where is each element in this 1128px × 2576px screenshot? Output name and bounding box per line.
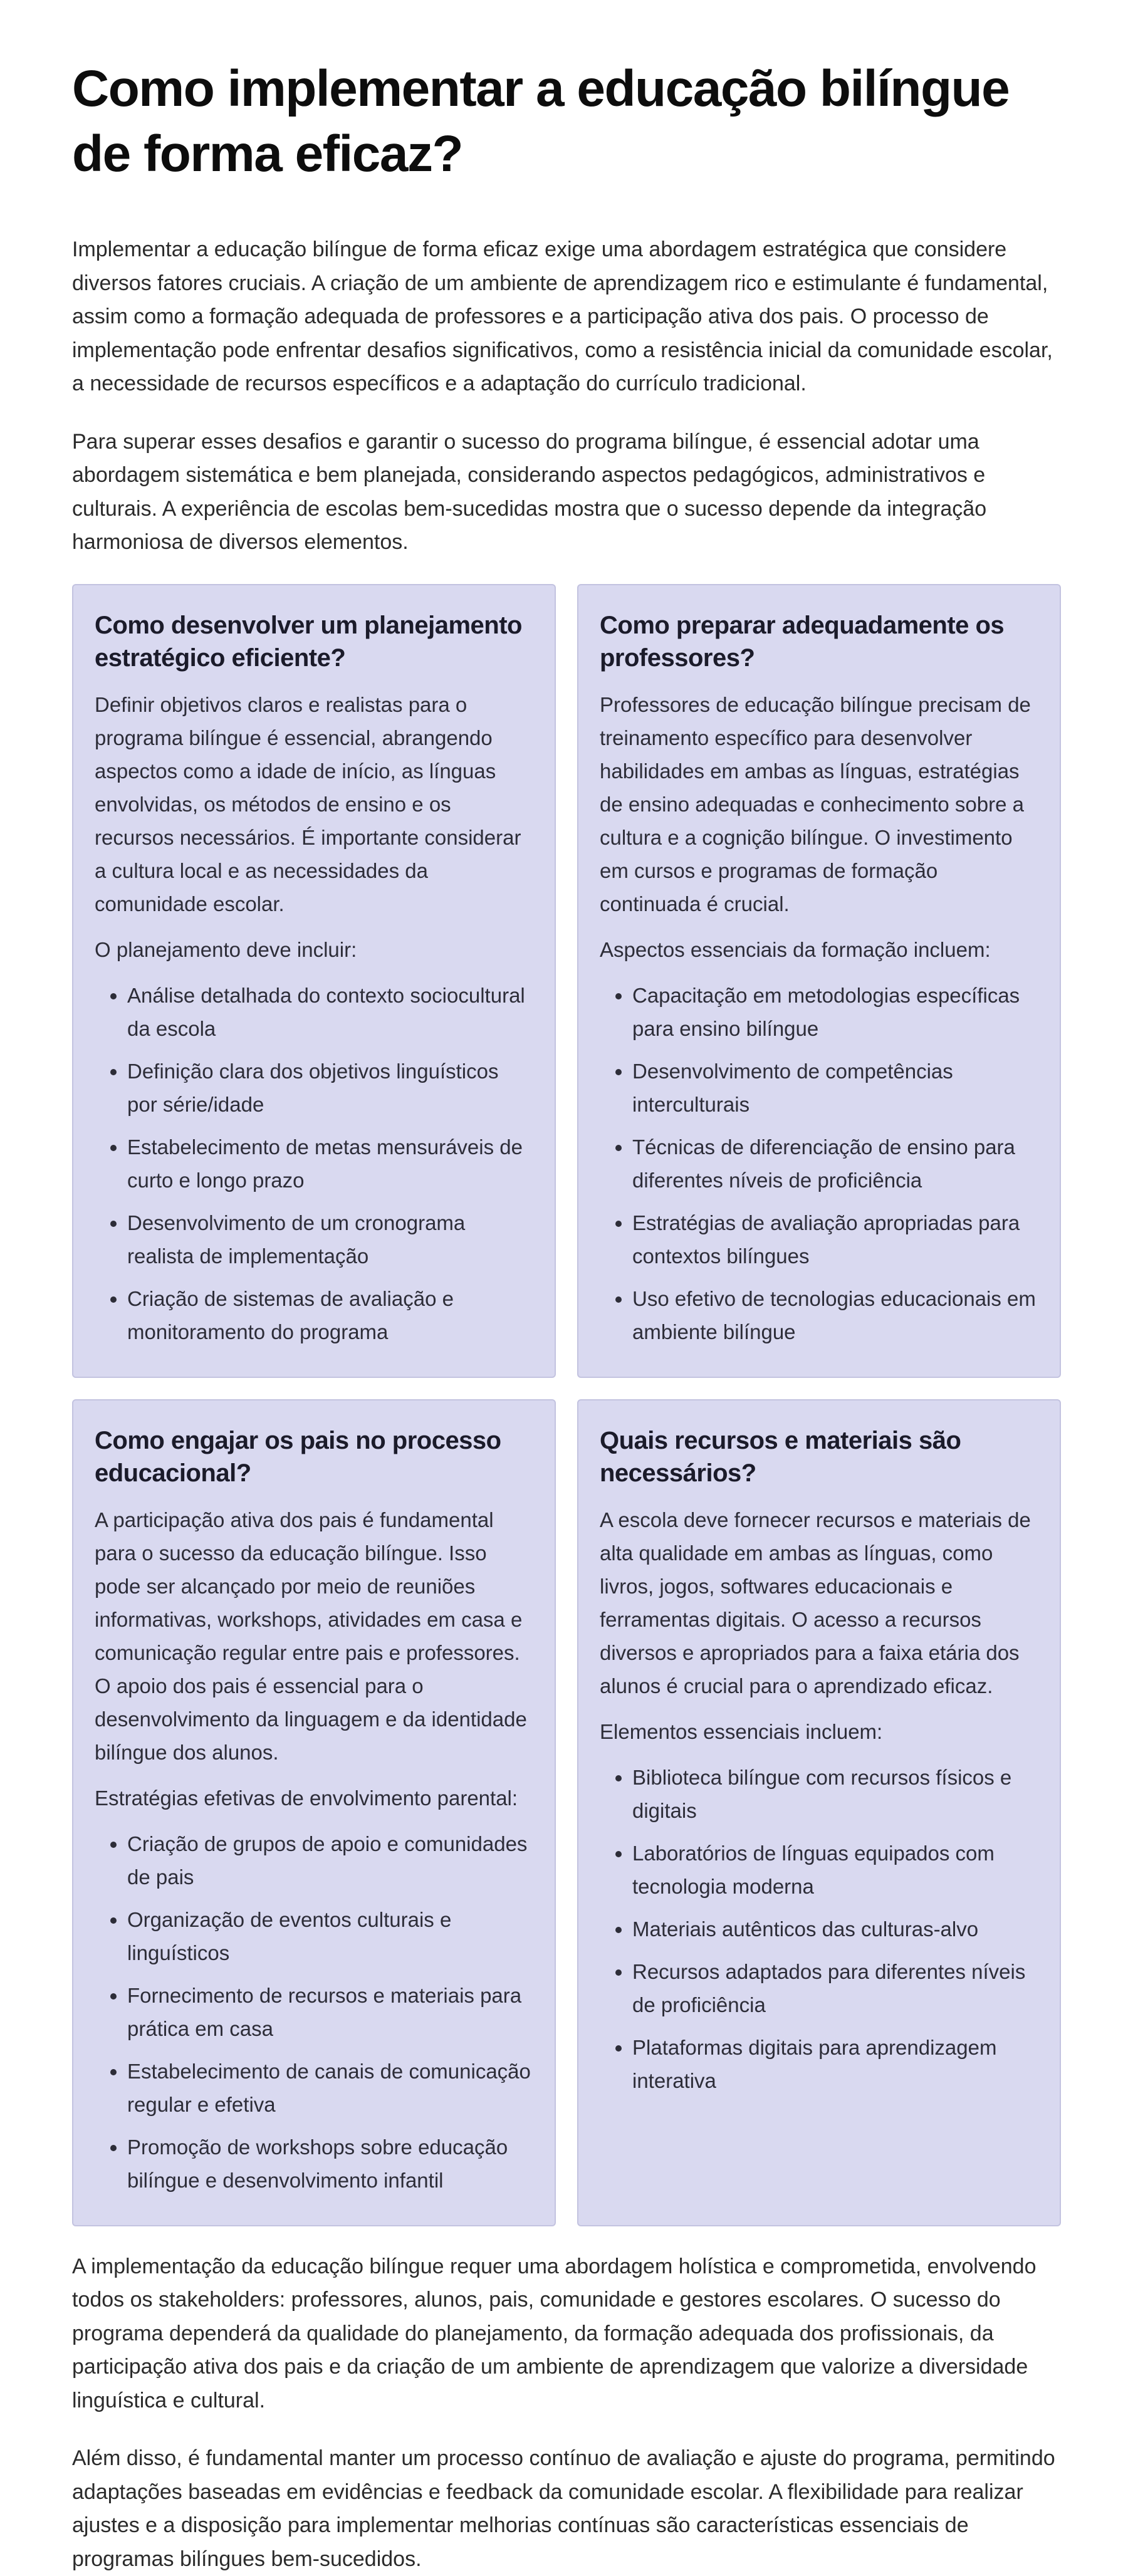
list-item: • Capacitação em metodologias específicas para ensino bilíngue [632, 979, 1038, 1045]
list-item: • Análise detalhada do contexto sociocultural da escola [127, 979, 533, 1045]
card-body: A participação ativa dos pais é fundamental para o sucesso da educação bilíngue. Isso pode ser alcançado por meio de reuniões informativas, workshops, atividades em casa e comunicação regular entre pais e professores. O apoio dos pais é essencial para o desenvolvimento da linguagem e da identidade bilíngue dos alunos. [95, 1503, 533, 1769]
list-item: • Recursos adaptados para diferentes níveis de proficiência [632, 1955, 1038, 2021]
list-item: • Plataformas digitais para aprendizagem interativa [632, 2031, 1038, 2097]
conclusion [72, 2250, 1056, 2576]
list-item: • Estabelecimento de canais de comunicação regular e efetiva [127, 2055, 533, 2121]
card-resources-materials [577, 1399, 1061, 2226]
card-bullet-list [600, 979, 1038, 1348]
card-body: Definir objetivos claros e realistas para o programa bilíngue é essencial, abrangendo aspectos como a idade de início, as línguas envolvidas, os métodos de ensino e os recursos necessários. É importante considerar a cultura local e as necessidades da comunidade escolar. [95, 688, 533, 920]
card-list-intro: Estratégias efetivas de envolvimento parental: [95, 1781, 533, 1815]
list-item: • Criação de sistemas de avaliação e monitoramento do programa [127, 1282, 533, 1348]
card-bullet-list [95, 979, 533, 1348]
list-item: • Desenvolvimento de competências interculturais [632, 1055, 1038, 1121]
list-item: • Biblioteca bilíngue com recursos físicos e digitais [632, 1761, 1038, 1827]
card-list-intro: Elementos essenciais incluem: [600, 1715, 1038, 1748]
list-item: • Laboratórios de línguas equipados com tecnologia moderna [632, 1837, 1038, 1903]
card-bullet-list [95, 1827, 533, 2197]
list-item: • Técnicas de diferenciação de ensino para diferentes níveis de proficiência [632, 1130, 1038, 1197]
list-item: • Promoção de workshops sobre educação bilíngue e desenvolvimento infantil [127, 2130, 533, 2197]
card-heading: Como engajar os pais no processo educacional? [95, 1424, 533, 1489]
card-body: Professores de educação bilíngue precisam de treinamento específico para desenvolver habilidades em ambas as línguas, estratégias de ensino adequadas e conhecimento sobre a cultura e a cognição bilíngue. O investimento em cursos e programas de formação continuada é crucial. [600, 688, 1038, 920]
card-list-intro: O planejamento deve incluir: [95, 933, 533, 966]
list-item: • Fornecimento de recursos e materiais para prática em casa [127, 1979, 533, 2045]
list-item: • Desenvolvimento de um cronograma realista de implementação [127, 1206, 533, 1273]
card-list-intro: Aspectos essenciais da formação incluem: [600, 933, 1038, 966]
card-heading: Como desenvolver um planejamento estratégico eficiente? [95, 609, 533, 674]
list-item: • Estratégias de avaliação apropriadas para contextos bilíngues [632, 1206, 1038, 1273]
card-heading: Como preparar adequadamente os professores? [600, 609, 1038, 674]
conclusion-paragraph: Além disso, é fundamental manter um processo contínuo de avaliação e ajuste do programa, permitindo adaptações baseadas em evidências e feedback da comunidade escolar. A flexibilidade para realizar ajustes e a disposição para implementar melhorias contínuas são características essenciais de programas bilíngues bem-sucedidos. [72, 2442, 1056, 2576]
card-body: A escola deve fornecer recursos e materiais de alta qualidade em ambas as línguas, como livros, jogos, softwares educacionais e ferramentas digitais. O acesso a recursos diversos e apropriados para a faixa etária dos alunos é crucial para o aprendizado eficaz. [600, 1503, 1038, 1703]
card-bullet-list [600, 1761, 1038, 2097]
intro-paragraph: Implementar a educação bilíngue de forma eficaz exige uma abordagem estratégica que considere diversos fatores cruciais. A criação de um ambiente de aprendizagem rico e estimulante é fundamental, assim como a formação adequada de professores e a participação ativa dos pais. O processo de implementação pode enfrentar desafios significativos, como a resistência inicial da comunidade escolar, a necessidade de recursos específicos e a adaptação do currículo tradicional. [72, 233, 1056, 401]
card-parent-engagement [72, 1399, 556, 2226]
list-item: • Definição clara dos objetivos linguísticos por série/idade [127, 1055, 533, 1121]
card-teacher-training [577, 584, 1061, 1378]
list-item: • Organização de eventos culturais e linguísticos [127, 1903, 533, 1969]
list-item: • Materiais autênticos das culturas-alvo [632, 1912, 1038, 1946]
list-item: • Uso efetivo de tecnologias educacionais em ambiente bilíngue [632, 1282, 1038, 1348]
page-title: Como implementar a educação bilíngue de forma eficaz? [72, 56, 1056, 187]
card-heading: Quais recursos e materiais são necessários? [600, 1424, 1038, 1489]
list-item: • Estabelecimento de metas mensuráveis de curto e longo prazo [127, 1130, 533, 1197]
intro-paragraph: Para superar esses desafios e garantir o sucesso do programa bilíngue, é essencial adotar uma abordagem sistemática e bem planejada, considerando aspectos pedagógicos, administrativos e culturais. A experiência de escolas bem-sucedidas mostra que o sucesso depende da integração harmoniosa de diversos elementos. [72, 425, 1056, 560]
conclusion-paragraph: A implementação da educação bilíngue requer uma abordagem holística e comprometida, envolvendo todos os stakeholders: professores, alunos, pais, comunidade e gestores escolares. O sucesso do programa dependerá da qualidade do planejamento, da formação adequada dos profissionais, da participação ativa dos pais e da criação de um ambiente de aprendizagem que valorize a diversidade linguística e cultural. [72, 2250, 1056, 2418]
list-item: • Criação de grupos de apoio e comunidades de pais [127, 1827, 533, 1894]
card-strategic-planning [72, 584, 556, 1378]
topic-card-grid [72, 584, 1056, 2226]
